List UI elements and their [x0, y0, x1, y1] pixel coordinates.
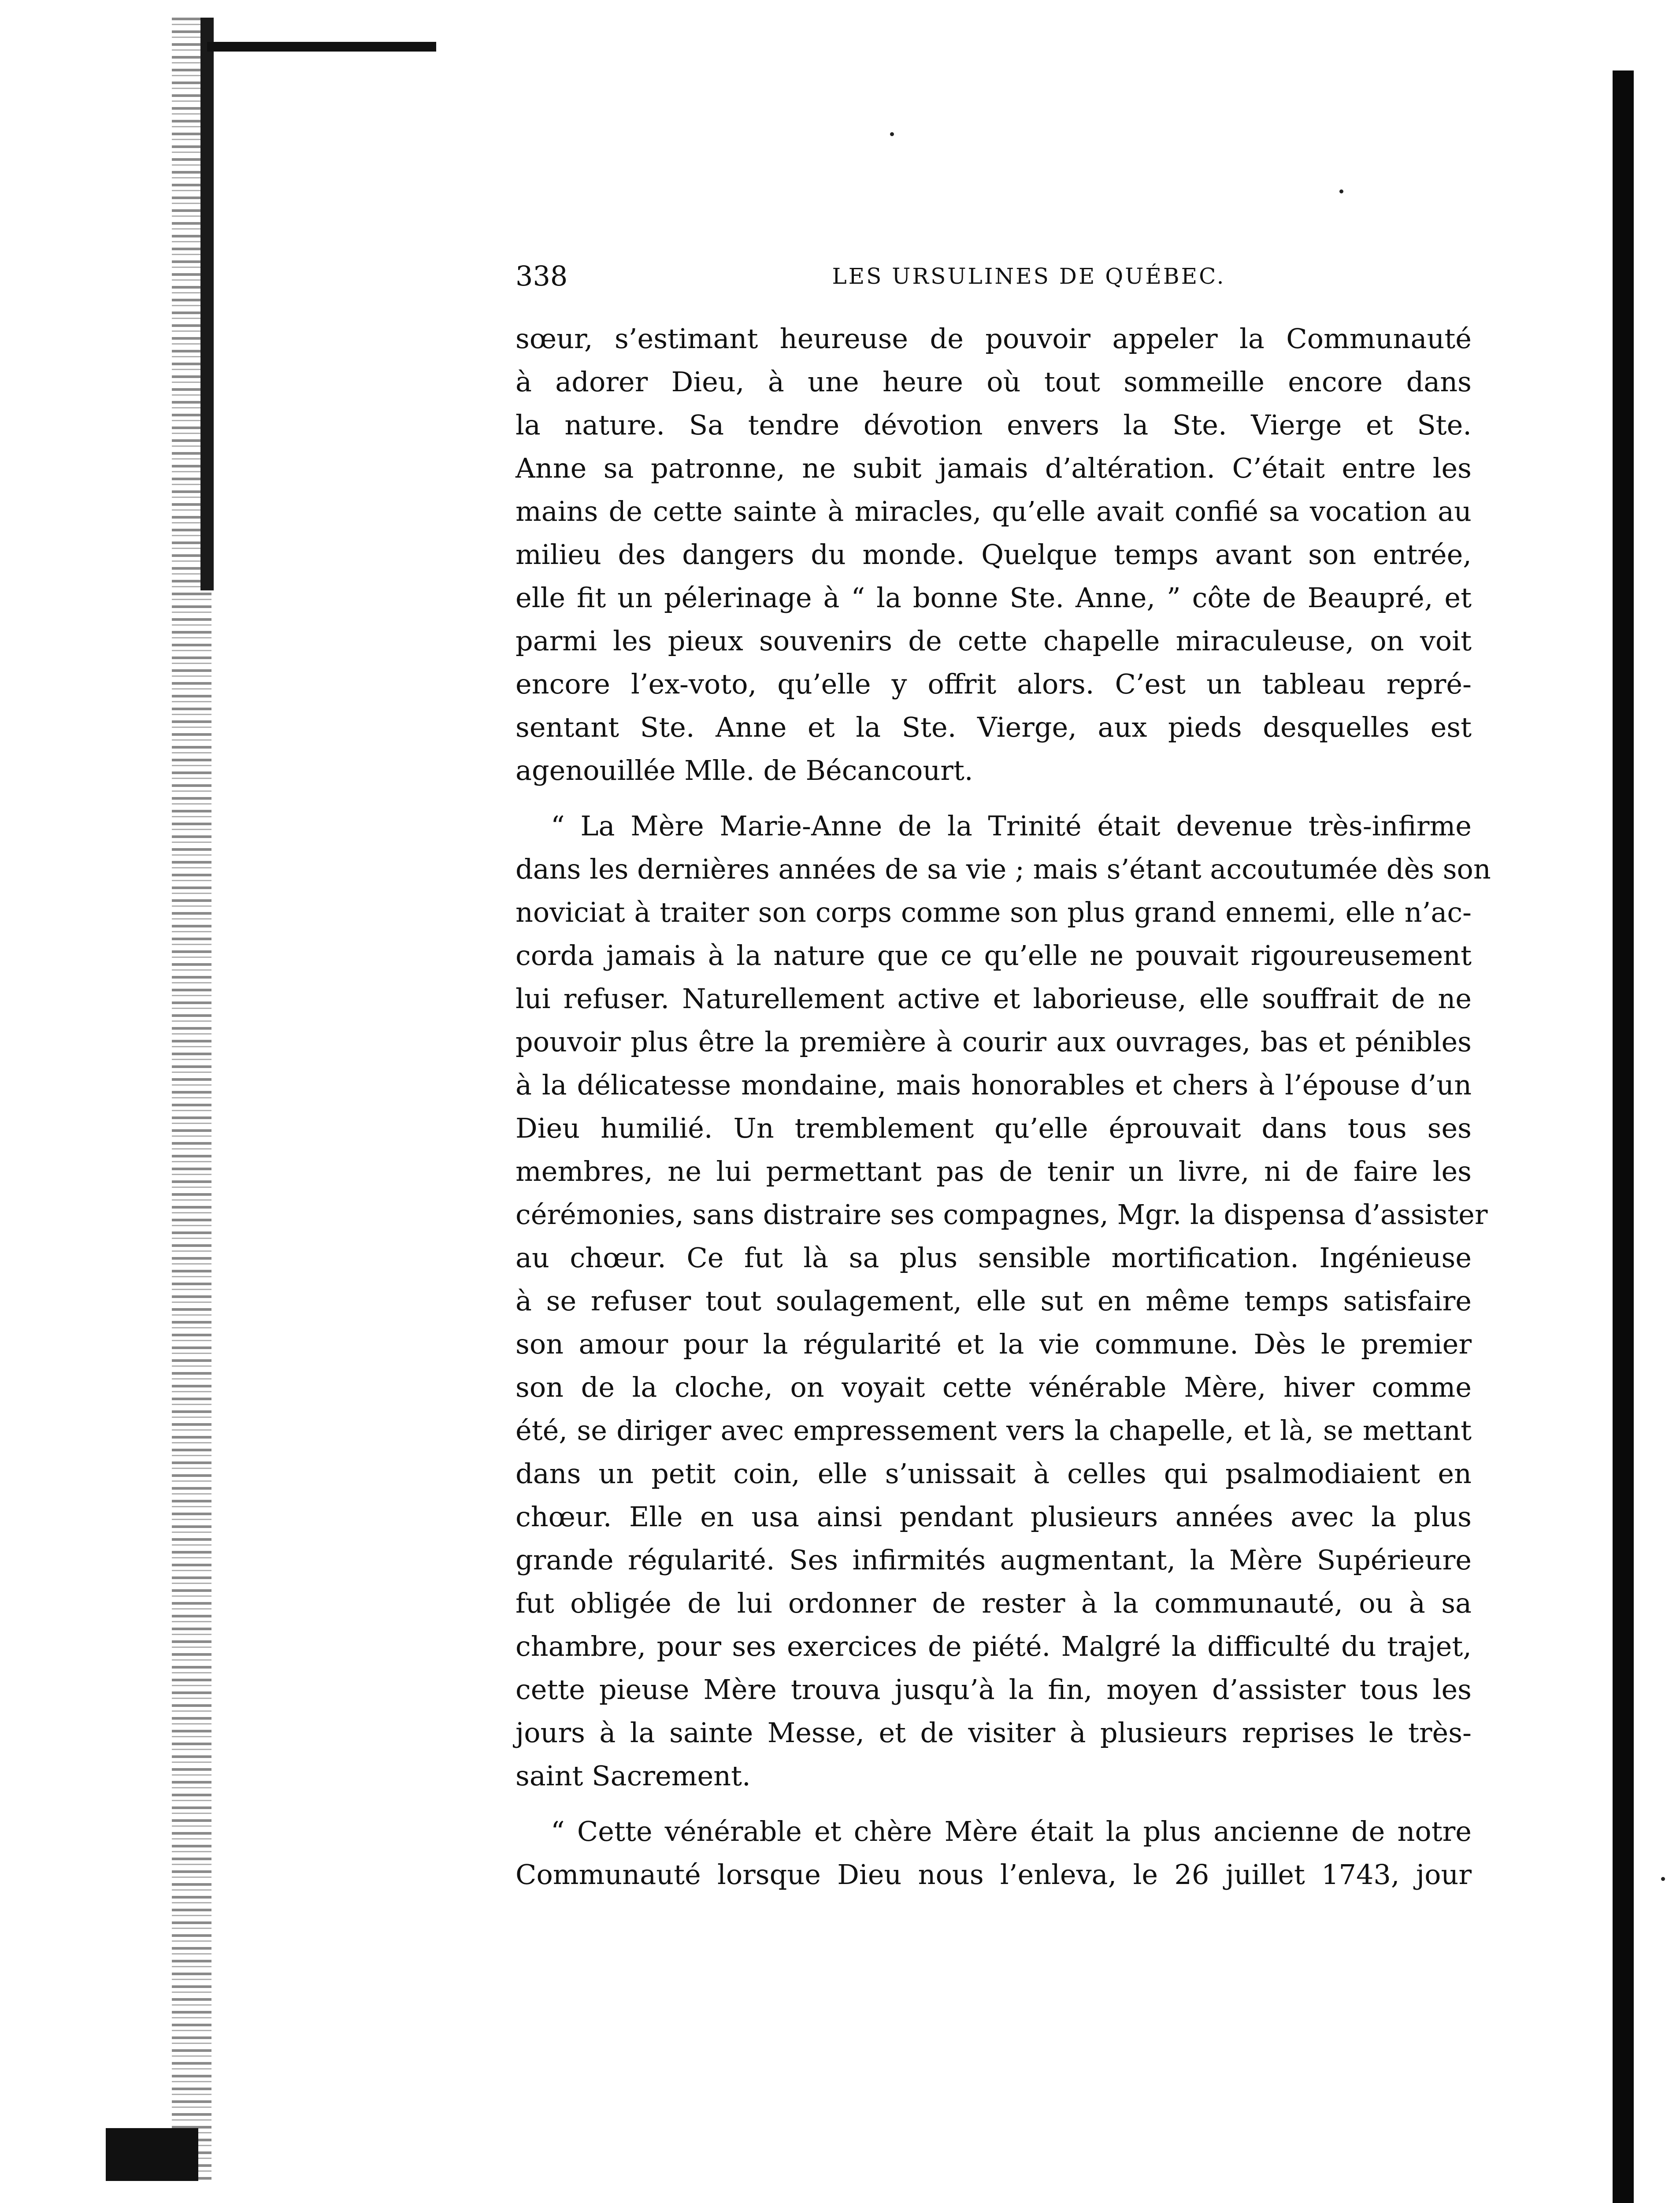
text-line: elle fit un pélerinage à “ la bonne Ste. Anne, ” côte de Beaupré, et [515, 582, 1472, 614]
text-line: saint Sacrement. [515, 1760, 751, 1792]
text-line: encore l’ex-voto, qu’elle y offrit alors. C’est un tableau repré- [515, 668, 1472, 700]
paragraph [515, 805, 1491, 1798]
paragraph [515, 317, 1472, 792]
scan-speck [1661, 1877, 1665, 1881]
paragraph [515, 1810, 1472, 1896]
text-line: noviciat à traiter son corps comme son plus grand ennemi, elle n’ac- [515, 896, 1472, 928]
scan-speck [1339, 189, 1343, 193]
text-line: lui refuser. Naturellement active et laborieuse, elle souffrait de ne [515, 983, 1472, 1015]
text-line: dans les dernières années de sa vie ; mais s’étant accoutumée dès son [515, 853, 1491, 885]
text-line: “ Cette vénérable et chère Mère était la plus ancienne de notre [551, 1815, 1472, 1847]
text-line: chœur. Elle en usa ainsi pendant plusieurs années avec la plus [515, 1501, 1472, 1533]
text-line: à adorer Dieu, à une heure où tout sommeille encore dans [515, 366, 1472, 398]
text-line: chambre, pour ses exercices de piété. Malgré la difficulté du trajet, [515, 1630, 1472, 1662]
text-line: parmi les pieux souvenirs de cette chapelle miraculeuse, on voit [515, 625, 1472, 657]
text-line: Communauté lorsque Dieu nous l’enleva, le 26 juillet 1743, jour [515, 1858, 1472, 1891]
scan-gutter-edge [200, 18, 214, 590]
page-number: 338 [515, 260, 568, 292]
text-line: mains de cette sainte à miracles, qu’elle avait confié sa vocation au [515, 495, 1472, 527]
text-line: dans un petit coin, elle s’unissait à celles qui psalmodiaient en [515, 1458, 1472, 1490]
text-line: cérémonies, sans distraire ses compagnes, Mgr. la dispensa d’assister [515, 1198, 1488, 1231]
page-text-block [515, 260, 1491, 1909]
text-line: corda jamais à la nature que ce qu’elle ne pouvait rigoureusement [515, 939, 1472, 972]
body-text [515, 317, 1491, 1896]
text-line: été, se diriger avec empressement vers la chapelle, et là, se mettant [515, 1414, 1472, 1446]
text-line: son de la cloche, on voyait cette vénérable Mère, hiver comme [515, 1371, 1472, 1403]
text-line: Anne sa patronne, ne subit jamais d’altération. C’était entre les [515, 452, 1472, 484]
running-head [515, 260, 1472, 300]
text-line: fut obligée de lui ordonner de rester à la communauté, ou à sa [515, 1587, 1472, 1619]
text-line: membres, ne lui permettant pas de tenir un livre, ni de faire les [515, 1155, 1472, 1187]
text-line: agenouillée Mlle. de Bécancourt. [515, 754, 973, 786]
text-line: à se refuser tout soulagement, elle sut en même temps satisfaire [515, 1285, 1472, 1317]
text-line: “ La Mère Marie-Anne de la Trinité était devenue très-infirme [551, 810, 1472, 842]
scan-top-mark [207, 42, 436, 52]
scan-bottom-mark [106, 2128, 198, 2181]
text-line: cette pieuse Mère trouva jusqu’à la fin, moyen d’assister tous les [515, 1673, 1472, 1706]
text-line: la nature. Sa tendre dévotion envers la Ste. Vierge et Ste. [515, 409, 1472, 441]
text-line: au chœur. Ce fut là sa plus sensible mortification. Ingénieuse [515, 1242, 1472, 1274]
text-line: jours à la sainte Messe, et de visiter à plusieurs reprises le très- [515, 1717, 1472, 1749]
text-line: sœur, s’estimant heureuse de pouvoir appeler la Communauté [515, 323, 1472, 355]
text-line: sentant Ste. Anne et la Ste. Vierge, aux pieds desquelles est [515, 711, 1472, 743]
scan-speck [890, 132, 894, 136]
text-line: Dieu humilié. Un tremblement qu’elle éprouvait dans tous ses [515, 1112, 1472, 1144]
scan-right-edge [1613, 70, 1634, 2203]
text-line: grande régularité. Ses infirmités augmentant, la Mère Supérieure [515, 1544, 1472, 1576]
running-title: LES URSULINES DE QUÉBEC. [832, 263, 1226, 289]
text-line: milieu des dangers du monde. Quelque temps avant son entrée, [515, 538, 1472, 571]
text-line: à la délicatesse mondaine, mais honorables et chers à l’épouse d’un [515, 1069, 1472, 1101]
text-line: pouvoir plus être la première à courir aux ouvrages, bas et pénibles [515, 1026, 1472, 1058]
text-line: son amour pour la régularité et la vie commune. Dès le premier [515, 1328, 1472, 1360]
